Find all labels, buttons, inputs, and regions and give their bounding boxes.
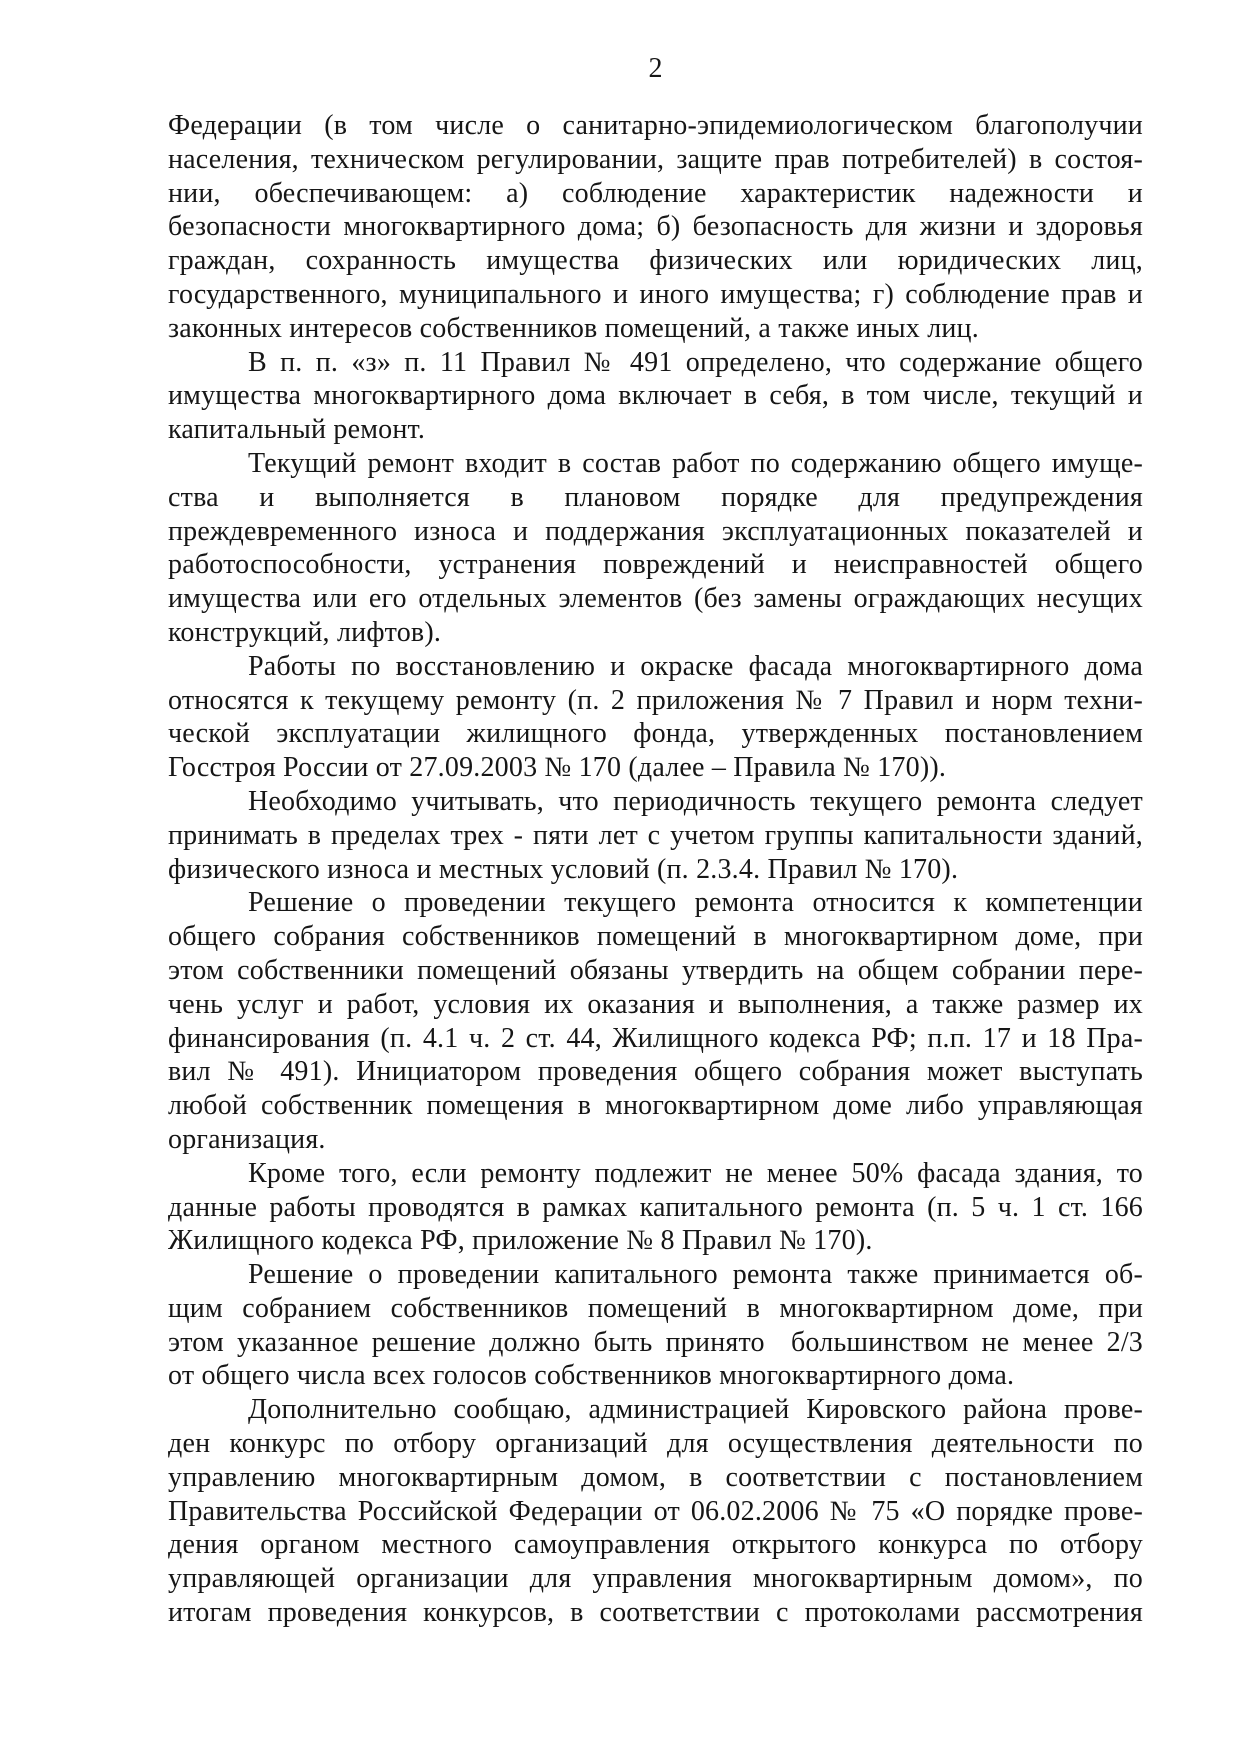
text-line: финансирования (п. 4.1 ч. 2 ст. 44, Жилищного кодекса РФ; п.п. 17 и 18 Пра- bbox=[168, 1022, 1143, 1054]
text-line: организация. bbox=[168, 1123, 326, 1155]
text-line: чень услуг и работ, условия их оказания и выполнения, а также размер их bbox=[168, 988, 1143, 1020]
text-line: Необходимо учитывать, что периодичность текущего ремонта следует bbox=[248, 785, 1143, 817]
text-line: итогам проведения конкурсов, в соответствии с протоколами рассмотрения bbox=[168, 1597, 1143, 1629]
text-line: управляющей организации для управления многоквартирным домом», по bbox=[168, 1563, 1143, 1595]
text-line: конструкций, лифтов). bbox=[168, 616, 442, 648]
text-line: безопасности многоквартирного дома; б) безопасность для жизни и здоровья bbox=[168, 211, 1143, 243]
text-line: Решение о проведении текущего ремонта относится к компетенции bbox=[248, 887, 1143, 919]
text-line: относятся к текущему ремонту (п. 2 приложения № 7 Правил и норм техни- bbox=[168, 684, 1143, 716]
text-line: нии, обеспечивающем: а) соблюдение характеристик надежности и bbox=[168, 177, 1143, 209]
page-body-text bbox=[168, 109, 1143, 1630]
text-line: имущества многоквартирного дома включает в себя, в том числе, текущий и bbox=[168, 380, 1143, 412]
text-line: Работы по восстановлению и окраске фасада многоквартирного дома bbox=[248, 650, 1143, 682]
text-line: ческой эксплуатации жилищного фонда, утвержденных постановлением bbox=[168, 718, 1143, 750]
text-line: вил № 491). Инициатором проведения общего собрания может выступать bbox=[168, 1056, 1143, 1088]
text-line: преждевременного износа и поддержания эксплуатационных показателей и bbox=[168, 515, 1143, 547]
paragraph bbox=[168, 1157, 1143, 1258]
text-line: Текущий ремонт входит в состав работ по содержанию общего имуще- bbox=[248, 447, 1143, 479]
paragraph bbox=[168, 650, 1143, 785]
text-line: управлению многоквартирным домом, в соответствии с постановлением bbox=[168, 1461, 1143, 1493]
text-line: имущества или его отдельных элементов (без замены ограждающих несущих bbox=[168, 583, 1143, 615]
text-line: Госстроя России от 27.09.2003 № 170 (далее – Правила № 170)). bbox=[168, 752, 947, 784]
text-line: дения органом местного самоуправления открытого конкурса по отбору bbox=[168, 1529, 1143, 1561]
text-line: щим собранием собственников помещений в многоквартирном доме, при bbox=[168, 1292, 1143, 1324]
text-line: Кроме того, если ремонту подлежит не менее 50% фасада здания, то bbox=[248, 1157, 1143, 1189]
text-line: ден конкурс по отбору организаций для осуществления деятельности по bbox=[168, 1428, 1143, 1460]
text-line: этом собственники помещений обязаны утвердить на общем собрании пере- bbox=[168, 954, 1143, 986]
paragraph bbox=[168, 785, 1143, 886]
text-line: общего собрания собственников помещений в многоквартирном доме, при bbox=[168, 921, 1143, 953]
text-line: данные работы проводятся в рамках капитального ремонта (п. 5 ч. 1 ст. 166 bbox=[168, 1191, 1143, 1223]
text-line: любой собственник помещения в многоквартирном доме либо управляющая bbox=[168, 1090, 1143, 1122]
text-line: государственного, муниципального и иного имущества; г) соблюдение прав и bbox=[168, 278, 1143, 310]
text-line: В п. п. «з» п. 11 Правил № 491 определено, что содержание общего bbox=[248, 346, 1143, 378]
paragraph bbox=[168, 1393, 1143, 1630]
text-line: от общего числа всех голосов собственников многоквартирного дома. bbox=[168, 1360, 1015, 1392]
text-line: капитальный ремонт. bbox=[168, 414, 426, 446]
text-line: ства и выполняется в плановом порядке для предупреждения bbox=[168, 481, 1143, 513]
text-line: принимать в пределах трех - пяти лет с учетом группы капитальности зданий, bbox=[168, 819, 1143, 851]
text-line: Дополнительно сообщаю, администрацией Кировского района прове- bbox=[248, 1394, 1143, 1426]
text-line: физического износа и местных условий (п. 2.3.4. Правил № 170). bbox=[168, 853, 959, 885]
text-line: Решение о проведении капитального ремонта также принимается об- bbox=[248, 1259, 1143, 1291]
text-line: Федерации (в том числе о санитарно-эпидемиологическом благополучии bbox=[168, 110, 1143, 141]
page-number: 2 bbox=[648, 53, 663, 84]
paragraph bbox=[168, 109, 1143, 346]
paragraph bbox=[168, 447, 1143, 650]
text-line: Правительства Российской Федерации от 06.02.2006 № 75 «О порядке прове- bbox=[168, 1495, 1143, 1527]
text-line: законных интересов собственников помещений, а также иных лиц. bbox=[168, 312, 979, 344]
text-line: населения, техническом регулировании, защите прав потребителей) в состоя- bbox=[168, 143, 1143, 175]
paragraph bbox=[168, 346, 1143, 447]
text-line: граждан, сохранность имущества физических или юридических лиц, bbox=[168, 245, 1143, 277]
text-line: этом указанное решение должно быть принято большинством не менее 2/3 bbox=[168, 1326, 1143, 1358]
text-line: Жилищного кодекса РФ, приложение № 8 Правил № 170). bbox=[168, 1225, 873, 1257]
paragraph bbox=[168, 886, 1143, 1156]
paragraph bbox=[168, 1258, 1143, 1393]
text-line: работоспособности, устранения повреждений и неисправностей общего bbox=[168, 549, 1143, 581]
